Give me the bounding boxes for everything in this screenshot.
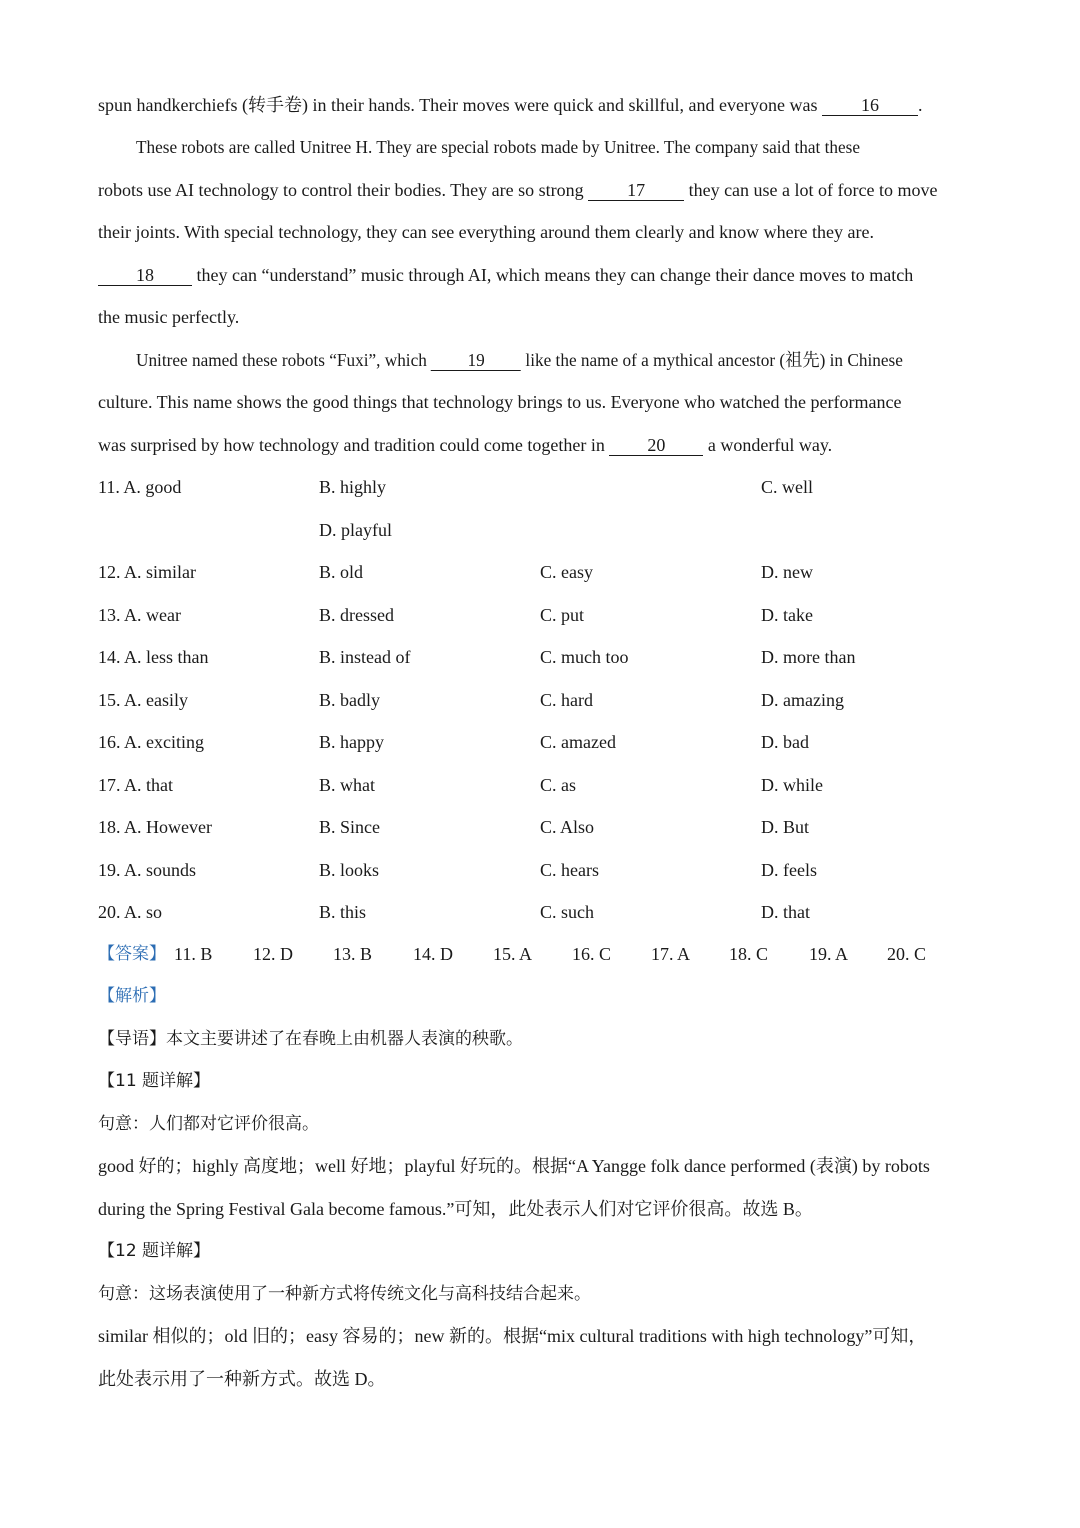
passage-text: like the name of a mythical ancestor (祖先) in Chinese xyxy=(521,350,903,370)
option-a: 14. A. less than xyxy=(98,647,209,667)
option-c: C. hard xyxy=(540,690,593,710)
passage-line-4 xyxy=(98,220,988,244)
option-a: 11. A. good xyxy=(98,477,182,497)
answer-item: 12. D xyxy=(253,944,293,964)
answer-item: 16. C xyxy=(572,944,612,964)
question-13 xyxy=(98,603,988,627)
option-c: C. well xyxy=(761,477,813,497)
q12-explanation-line-1: similar 相似的；old 旧的；easy 容易的；new 新的。根据“mix cultural traditions with high technology”可知， xyxy=(98,1326,927,1346)
passage-line-9 xyxy=(98,433,988,457)
q11-explanation-line-1: good 好的；highly 高度地；well 好地；playful 好玩的。根据“A Yangge folk dance performed (表演) by robots xyxy=(98,1156,930,1176)
option-b: B. badly xyxy=(319,690,380,710)
option-a: 18. A. However xyxy=(98,817,212,837)
passage-text: spun handkerchiefs (转手卷) in their hands. Their moves were quick and skillful, and everyone was xyxy=(98,95,822,115)
option-c: C. as xyxy=(540,775,576,795)
question-14 xyxy=(98,645,988,669)
passage-line-3 xyxy=(98,178,988,202)
blank-number: 19 xyxy=(467,350,485,370)
question-15 xyxy=(98,688,988,712)
analysis-intro: 【导语】本文主要讲述了在春晚上由机器人表演的秧歌。 xyxy=(98,1029,523,1049)
passage-text: was surprised by how technology and tradition could come together in xyxy=(98,435,610,455)
passage-text: a wonderful way. xyxy=(703,435,833,455)
q11-meaning: 句意：人们都对它评价很高。 xyxy=(98,1114,319,1134)
option-b: B. old xyxy=(319,562,364,582)
answer-item: 14. D xyxy=(413,944,453,964)
question-19 xyxy=(98,858,988,882)
question-17 xyxy=(98,773,988,797)
passage-text: they can “understand” music through AI, which means they can change their dance moves to match xyxy=(192,265,914,285)
option-a: 16. A. exciting xyxy=(98,732,204,752)
option-b: B. looks xyxy=(319,860,380,880)
passage-text: the music perfectly. xyxy=(98,307,240,327)
question-11 xyxy=(98,475,988,499)
q12-explanation-line-2: 此处表示用了一种新方式。故选 D。 xyxy=(98,1369,386,1389)
option-d: D. more than xyxy=(761,647,856,667)
q12-meaning: 句意：这场表演使用了一种新方式将传统文化与高科技结合起来。 xyxy=(98,1284,591,1304)
passage-text: . xyxy=(917,95,923,115)
option-b: B. instead of xyxy=(319,647,411,667)
option-c: C. put xyxy=(540,605,585,625)
q11-detail-title: 【11 题详解】 xyxy=(98,1071,211,1091)
question-11-continued xyxy=(98,518,988,542)
option-d: D. feels xyxy=(761,860,817,880)
option-d: D. take xyxy=(761,605,813,625)
option-a: 13. A. wear xyxy=(98,605,181,625)
passage-line-6 xyxy=(98,305,988,329)
answer-item: 15. A xyxy=(493,944,533,964)
question-20 xyxy=(98,900,988,924)
passage-line-8 xyxy=(98,390,988,414)
option-c: C. easy xyxy=(540,562,593,582)
answer-item: 11. B xyxy=(174,944,213,964)
answer-item: 20. C xyxy=(887,944,927,964)
question-16 xyxy=(98,730,988,754)
option-b: B. dressed xyxy=(319,605,394,625)
option-b: B. happy xyxy=(319,732,384,752)
q12-detail-title: 【12 题详解】 xyxy=(98,1241,211,1261)
passage-text: their joints. With special technology, they can see everything around them clearly and know where they are. xyxy=(98,222,875,242)
option-b: B. highly xyxy=(319,477,387,497)
question-12 xyxy=(98,560,988,584)
option-b: B. this xyxy=(319,902,367,922)
blank-number: 18 xyxy=(136,265,154,285)
blank-17 xyxy=(588,180,684,201)
analysis-label: 【解析】 xyxy=(98,986,166,1006)
option-d: D. amazing xyxy=(761,690,844,710)
passage-line-2 xyxy=(136,135,988,159)
option-d: D. bad xyxy=(761,732,809,752)
option-d: D. playful xyxy=(319,520,392,540)
blank-19 xyxy=(431,350,521,371)
option-a: 15. A. easily xyxy=(98,690,188,710)
option-d: D. new xyxy=(761,562,813,582)
passage-line-5 xyxy=(98,263,988,287)
option-a: 19. A. sounds xyxy=(98,860,197,880)
option-a: 17. A. that xyxy=(98,775,173,795)
option-c: C. hears xyxy=(540,860,599,880)
question-18 xyxy=(98,815,988,839)
option-c: C. much too xyxy=(540,647,629,667)
blank-number: 20 xyxy=(647,435,666,455)
answers-label: 【答案】 xyxy=(98,944,166,964)
option-c: C. such xyxy=(540,902,594,922)
option-c: C. Also xyxy=(540,817,595,837)
answer-item: 13. B xyxy=(333,944,373,964)
passage-text: Unitree named these robots “Fuxi”, which xyxy=(136,350,432,370)
option-a: 20. A. so xyxy=(98,902,163,922)
blank-number: 17 xyxy=(627,180,646,200)
passage-text: culture. This name shows the good things that technology brings to us. Everyone who watched the performance xyxy=(98,392,902,412)
option-b: B. Since xyxy=(319,817,380,837)
option-a: 12. A. similar xyxy=(98,562,196,582)
q11-explanation-line-2: during the Spring Festival Gala become famous.”可知，此处表示人们对它评价很高。故选 B。 xyxy=(98,1199,813,1219)
blank-16 xyxy=(822,95,918,116)
passage-line-7 xyxy=(136,348,988,372)
passage-line-1 xyxy=(98,93,988,117)
option-d: D. while xyxy=(761,775,823,795)
answer-item: 19. A xyxy=(809,944,849,964)
blank-number: 16 xyxy=(860,95,879,115)
option-c: C. amazed xyxy=(540,732,616,752)
option-b: B. what xyxy=(319,775,375,795)
answer-item: 17. A xyxy=(651,944,691,964)
passage-text: they can use a lot of force to move xyxy=(684,180,938,200)
passage-text: These robots are called Unitree H. They are special robots made by Unitree. The company said that these xyxy=(136,137,861,157)
passage-text: robots use AI technology to control their bodies. They are so strong xyxy=(98,180,589,200)
blank-20 xyxy=(609,435,703,456)
option-d: D. But xyxy=(761,817,810,837)
option-d: D. that xyxy=(761,902,810,922)
answer-item: 18. C xyxy=(729,944,769,964)
blank-18 xyxy=(98,265,192,286)
answers-row xyxy=(98,942,988,966)
